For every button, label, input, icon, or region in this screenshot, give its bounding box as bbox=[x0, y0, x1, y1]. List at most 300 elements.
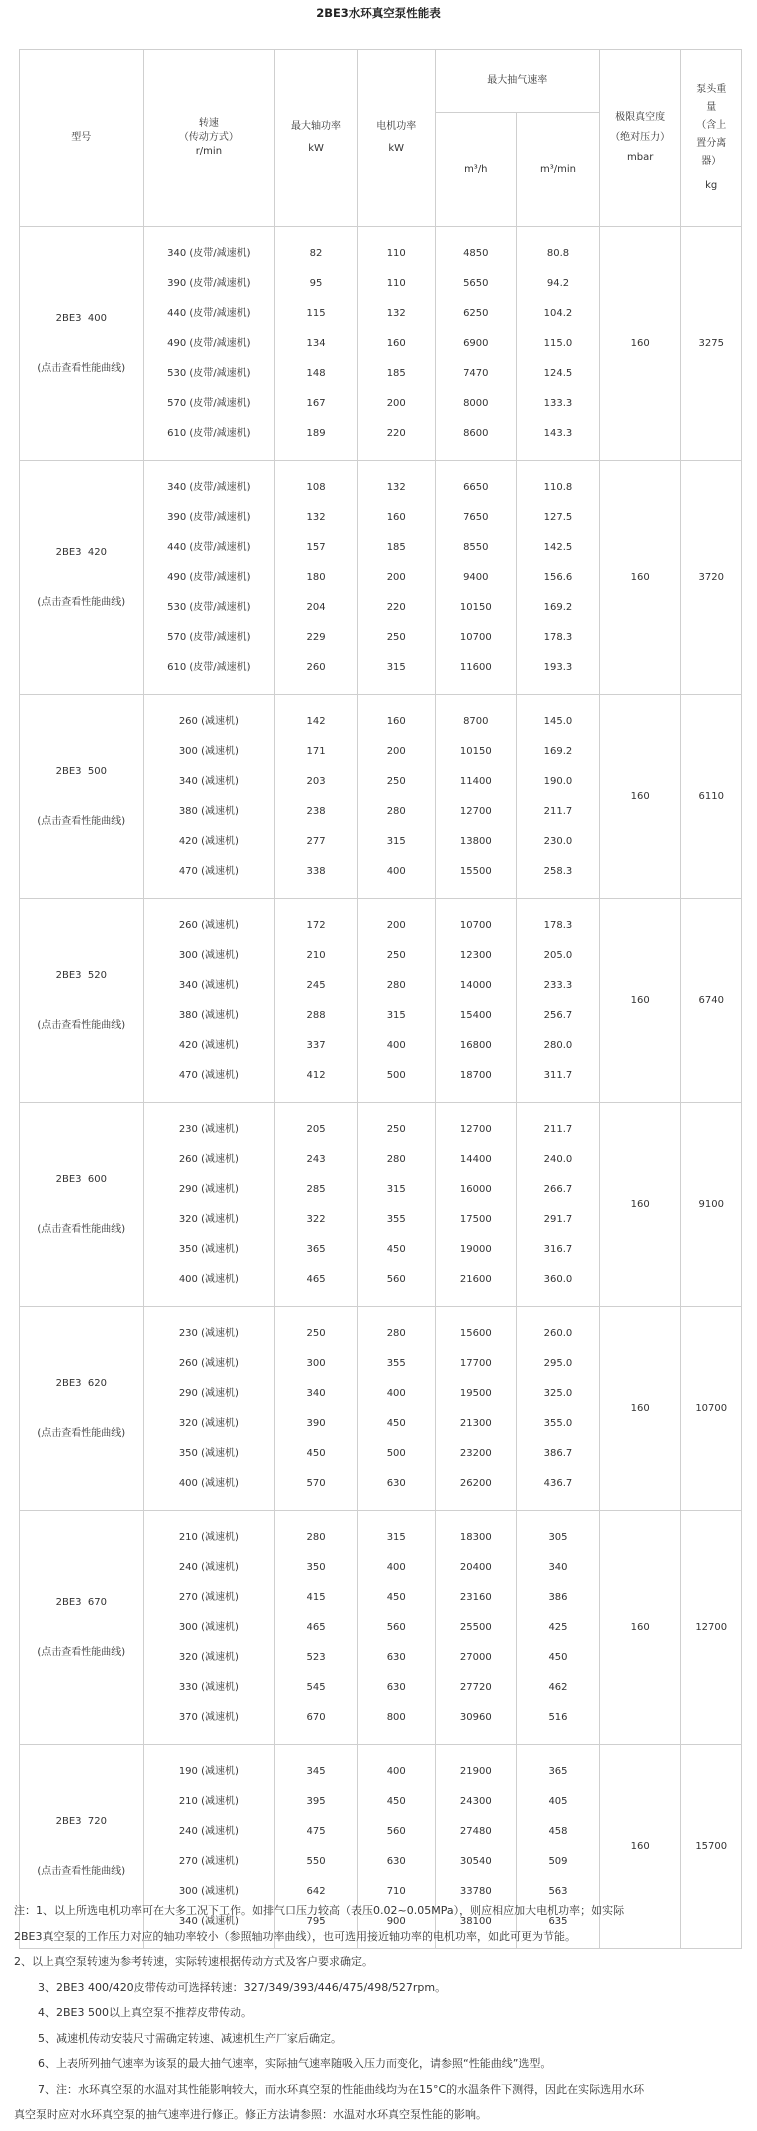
shaft-power-cell: 345 bbox=[306, 1765, 326, 1777]
speed-cell: 420 (减速机) bbox=[178, 1039, 239, 1051]
shaft-power-cell-group bbox=[275, 695, 358, 899]
rate-min-cell: 94.2 bbox=[546, 277, 570, 289]
weight-cell: 6740 bbox=[681, 899, 742, 1103]
note-line: 6、上表所列抽气速率为该泵的最大抽气速率，实际抽气速率随吸入压力而变化，请参照“性能曲线”选型。 bbox=[38, 2057, 552, 2070]
shaft-power-cell: 545 bbox=[306, 1681, 326, 1693]
shaft-power-cell: 157 bbox=[306, 541, 326, 553]
header-rate-unit-h: m³/h bbox=[435, 113, 517, 227]
rate-h-cell: 21900 bbox=[459, 1765, 492, 1777]
speed-cell: 470 (减速机) bbox=[178, 1069, 239, 1081]
speed-cell-group bbox=[143, 695, 275, 899]
model-name: 2BE3 420 bbox=[55, 546, 107, 558]
motor-power-cell: 500 bbox=[386, 1069, 406, 1081]
model-row bbox=[20, 461, 742, 695]
shaft-power-cell: 285 bbox=[306, 1183, 326, 1195]
motor-power-cell: 110 bbox=[386, 247, 406, 259]
header-model: 型号 bbox=[20, 50, 144, 227]
shaft-power-cell: 450 bbox=[306, 1447, 326, 1459]
shaft-power-cell: 670 bbox=[306, 1711, 326, 1723]
motor-power-cell: 315 bbox=[386, 1009, 406, 1021]
speed-cell: 380 (减速机) bbox=[178, 805, 239, 817]
rate-h-cell: 12700 bbox=[459, 1123, 492, 1135]
performance-curve-link[interactable]: (点击查看性能曲线) bbox=[37, 815, 126, 827]
speed-cell: 470 (减速机) bbox=[178, 865, 239, 877]
rate-h-cell: 30960 bbox=[459, 1711, 492, 1723]
rate-h-cell-group bbox=[435, 1103, 517, 1307]
rate-h-cell: 23160 bbox=[459, 1591, 492, 1603]
rate-min-cell: 143.3 bbox=[543, 427, 573, 439]
motor-power-cell: 400 bbox=[386, 1765, 406, 1777]
performance-curve-link[interactable]: (点击查看性能曲线) bbox=[37, 596, 126, 608]
note-line: 3、2BE3 400/420皮带传动可选择转速：327/349/393/446/475/498/527rpm。 bbox=[38, 1980, 447, 1994]
vacuum-cell: 160 bbox=[599, 1511, 681, 1745]
model-cell bbox=[20, 461, 144, 695]
motor-power-cell: 800 bbox=[386, 1711, 406, 1723]
header-shaft-power: 最大轴功率 kW bbox=[275, 50, 358, 227]
motor-power-cell: 630 bbox=[386, 1855, 406, 1867]
rate-h-cell: 11400 bbox=[459, 775, 492, 787]
speed-cell: 440 (皮带/减速机) bbox=[167, 541, 251, 553]
model-row bbox=[20, 1103, 742, 1307]
motor-power-cell: 280 bbox=[386, 979, 406, 991]
performance-curve-link[interactable]: (点击查看性能曲线) bbox=[37, 362, 126, 374]
rate-min-cell: 233.3 bbox=[543, 979, 573, 991]
rate-min-cell: 355.0 bbox=[543, 1417, 573, 1429]
weight-cell: 9100 bbox=[681, 1103, 742, 1307]
rate-min-cell: 305 bbox=[548, 1531, 568, 1543]
rate-min-cell: 240.0 bbox=[543, 1153, 573, 1165]
rate-min-cell: 104.2 bbox=[543, 307, 573, 319]
rate-h-cell: 8700 bbox=[463, 715, 489, 727]
motor-power-cell: 710 bbox=[386, 1885, 406, 1897]
rate-min-cell: 295.0 bbox=[543, 1357, 573, 1369]
motor-power-cell: 185 bbox=[386, 367, 406, 379]
motor-power-cell: 250 bbox=[386, 775, 406, 787]
speed-cell: 570 (皮带/减速机) bbox=[167, 397, 251, 409]
speed-cell: 300 (减速机) bbox=[178, 1621, 239, 1633]
speed-cell-group bbox=[143, 1103, 275, 1307]
rate-min-cell-group bbox=[517, 899, 600, 1103]
speed-cell: 420 (减速机) bbox=[178, 835, 239, 847]
motor-power-cell: 200 bbox=[386, 745, 406, 757]
header-weight: 泵头重 量 （含上 置分离 器） kg bbox=[681, 50, 742, 227]
motor-power-cell: 250 bbox=[386, 949, 406, 961]
rate-h-cell: 8600 bbox=[463, 427, 489, 439]
shaft-power-cell-group bbox=[275, 1307, 358, 1511]
rate-min-cell-group bbox=[517, 227, 600, 461]
rate-h-cell-group bbox=[435, 695, 517, 899]
rate-min-cell: 178.3 bbox=[543, 919, 573, 931]
model-row bbox=[20, 899, 742, 1103]
weight-cell: 12700 bbox=[681, 1511, 742, 1745]
header-motor-power: 电机功率 kW bbox=[357, 50, 435, 227]
model-cell bbox=[20, 1511, 144, 1745]
rate-h-cell: 6250 bbox=[463, 307, 489, 319]
rate-h-cell: 15400 bbox=[459, 1009, 492, 1021]
rate-min-cell: 365 bbox=[548, 1765, 568, 1777]
model-cell bbox=[20, 695, 144, 899]
rate-min-cell: 169.2 bbox=[543, 601, 573, 613]
note-line: 7、注：水环真空泵的水温对其性能影响较大，而水环真空泵的性能曲线均为在15°C的水温条件下测得，因此在实际选用水环 bbox=[38, 2082, 645, 2096]
motor-power-cell: 185 bbox=[386, 541, 406, 553]
speed-cell: 240 (减速机) bbox=[178, 1561, 239, 1573]
rate-h-cell: 12300 bbox=[459, 949, 492, 961]
model-cell bbox=[20, 1103, 144, 1307]
model-name: 2BE3 520 bbox=[55, 969, 107, 981]
rate-h-cell: 27720 bbox=[459, 1681, 492, 1693]
rate-min-cell-group bbox=[517, 461, 600, 695]
rate-min-cell: 260.0 bbox=[543, 1327, 573, 1339]
rate-min-cell: 386 bbox=[548, 1591, 568, 1603]
rate-h-cell: 16000 bbox=[459, 1183, 492, 1195]
rate-min-cell: 325.0 bbox=[543, 1387, 573, 1399]
rate-min-cell: 190.0 bbox=[543, 775, 573, 787]
rate-h-cell-group bbox=[435, 1307, 517, 1511]
shaft-power-cell: 95 bbox=[309, 277, 323, 289]
rate-min-cell: 311.7 bbox=[543, 1069, 573, 1081]
rate-h-cell: 17500 bbox=[459, 1213, 492, 1225]
rate-h-cell: 10150 bbox=[459, 601, 492, 613]
speed-cell: 490 (皮带/减速机) bbox=[167, 571, 251, 583]
shaft-power-cell: 82 bbox=[309, 247, 323, 259]
rate-min-cell: 635 bbox=[548, 1915, 568, 1927]
note-line: 5、减速机传动安装尺寸需确定转速、减速机生产厂家后确定。 bbox=[38, 2031, 342, 2045]
motor-power-cell: 450 bbox=[386, 1795, 406, 1807]
speed-cell: 490 (皮带/减速机) bbox=[167, 337, 251, 349]
motor-power-cell: 630 bbox=[386, 1477, 406, 1489]
rate-h-cell: 17700 bbox=[459, 1357, 492, 1369]
model-name: 2BE3 620 bbox=[55, 1377, 107, 1389]
rate-h-cell: 6900 bbox=[463, 337, 489, 349]
motor-power-cell-group bbox=[357, 1307, 435, 1511]
rate-h-cell: 12700 bbox=[459, 805, 492, 817]
rate-min-cell: 425 bbox=[548, 1621, 568, 1633]
rate-h-cell: 15600 bbox=[459, 1327, 492, 1339]
rate-h-cell-group bbox=[435, 899, 517, 1103]
speed-cell: 380 (减速机) bbox=[178, 1009, 239, 1021]
rate-min-cell-group bbox=[517, 1103, 600, 1307]
rate-min-cell: 280.0 bbox=[543, 1039, 573, 1051]
shaft-power-cell: 338 bbox=[306, 865, 326, 877]
model-cell bbox=[20, 227, 144, 461]
speed-cell: 260 (减速机) bbox=[178, 715, 239, 727]
rate-min-cell: 405 bbox=[548, 1795, 568, 1807]
motor-power-cell: 280 bbox=[386, 1153, 406, 1165]
note-line: 2BE3真空泵的工作压力对应的轴功率较小（参照轴功率曲线），也可选用接近轴功率的电机功率，如此可更为节能。 bbox=[14, 1929, 576, 1943]
speed-cell: 210 (减速机) bbox=[178, 1531, 239, 1543]
model-cell bbox=[20, 1307, 144, 1511]
rate-h-cell: 38100 bbox=[459, 1915, 492, 1927]
shaft-power-cell-group bbox=[275, 1511, 358, 1745]
vacuum-cell: 160 bbox=[599, 461, 681, 695]
rate-min-cell: 360.0 bbox=[543, 1273, 573, 1285]
rate-min-cell: 211.7 bbox=[543, 1123, 573, 1135]
rate-min-cell: 450 bbox=[548, 1651, 568, 1663]
shaft-power-cell: 210 bbox=[306, 949, 326, 961]
shaft-power-cell-group bbox=[275, 227, 358, 461]
rate-h-cell: 20400 bbox=[459, 1561, 492, 1573]
rate-h-cell: 24300 bbox=[459, 1795, 492, 1807]
motor-power-cell-group bbox=[357, 1103, 435, 1307]
shaft-power-cell: 204 bbox=[306, 601, 326, 613]
motor-power-cell: 220 bbox=[386, 427, 406, 439]
motor-power-cell: 250 bbox=[386, 1123, 406, 1135]
rate-h-cell: 18300 bbox=[459, 1531, 492, 1543]
rate-h-cell: 11600 bbox=[459, 661, 492, 673]
rate-h-cell: 26200 bbox=[459, 1477, 492, 1489]
shaft-power-cell: 340 bbox=[306, 1387, 326, 1399]
rate-min-cell: 291.7 bbox=[543, 1213, 573, 1225]
speed-cell: 320 (减速机) bbox=[178, 1417, 239, 1429]
rate-h-cell: 10700 bbox=[459, 919, 492, 931]
shaft-power-cell: 205 bbox=[306, 1123, 326, 1135]
rate-h-cell-group bbox=[435, 227, 517, 461]
vacuum-cell: 160 bbox=[599, 695, 681, 899]
shaft-power-cell: 795 bbox=[306, 1915, 326, 1927]
motor-power-cell: 630 bbox=[386, 1681, 406, 1693]
rate-min-cell: 169.2 bbox=[543, 745, 573, 757]
note-line: 真空泵时应对水环真空泵的抽气速率进行修正。修正方法请参照：水温对水环真空泵性能的影响。 bbox=[14, 2108, 487, 2121]
speed-cell: 320 (减速机) bbox=[178, 1213, 239, 1225]
rate-h-cell: 14000 bbox=[459, 979, 492, 991]
rate-h-cell: 6650 bbox=[463, 481, 489, 493]
performance-curve-link[interactable]: (点击查看性能曲线) bbox=[37, 1019, 126, 1031]
performance-curve-link[interactable]: (点击查看性能曲线) bbox=[37, 1223, 126, 1235]
performance-curve-link[interactable]: (点击查看性能曲线) bbox=[37, 1646, 126, 1658]
model-row bbox=[20, 1511, 742, 1745]
weight-cell: 6110 bbox=[681, 695, 742, 899]
speed-cell: 300 (减速机) bbox=[178, 949, 239, 961]
rate-h-cell: 19500 bbox=[459, 1387, 492, 1399]
speed-cell: 340 (皮带/减速机) bbox=[167, 247, 251, 259]
rate-min-cell: 386.7 bbox=[543, 1447, 573, 1459]
speed-cell-group bbox=[143, 899, 275, 1103]
vacuum-cell: 160 bbox=[599, 899, 681, 1103]
shaft-power-cell: 523 bbox=[306, 1651, 326, 1663]
rate-min-cell: 178.3 bbox=[543, 631, 573, 643]
rate-h-cell: 13800 bbox=[459, 835, 492, 847]
rate-h-cell: 21600 bbox=[459, 1273, 492, 1285]
motor-power-cell: 315 bbox=[386, 661, 406, 673]
rate-min-cell: 124.5 bbox=[543, 367, 573, 379]
rate-h-cell: 9400 bbox=[463, 571, 489, 583]
shaft-power-cell: 134 bbox=[306, 337, 326, 349]
speed-cell: 440 (皮带/减速机) bbox=[167, 307, 251, 319]
rate-min-cell: 516 bbox=[548, 1711, 568, 1723]
rate-min-cell: 230.0 bbox=[543, 835, 573, 847]
motor-power-cell: 355 bbox=[386, 1357, 406, 1369]
note-line: 注：1、以上所选电机功率可在大多工况下工作。如排气口压力较高（表压0.02~0.05MPa），则应相应加大电机功率；如实际 bbox=[14, 1904, 625, 1917]
speed-cell: 610 (皮带/减速机) bbox=[167, 661, 251, 673]
motor-power-cell: 110 bbox=[386, 277, 406, 289]
motor-power-cell: 160 bbox=[386, 715, 406, 727]
motor-power-cell-group bbox=[357, 227, 435, 461]
shaft-power-cell: 172 bbox=[306, 919, 326, 931]
shaft-power-cell: 322 bbox=[306, 1213, 326, 1225]
motor-power-cell: 132 bbox=[386, 481, 406, 493]
rate-h-cell: 8000 bbox=[463, 397, 489, 409]
shaft-power-cell: 390 bbox=[306, 1417, 326, 1429]
shaft-power-cell: 642 bbox=[306, 1885, 326, 1897]
motor-power-cell: 355 bbox=[386, 1213, 406, 1225]
rate-h-cell: 33780 bbox=[459, 1885, 492, 1897]
rate-min-cell: 563 bbox=[548, 1885, 568, 1897]
motor-power-cell: 500 bbox=[386, 1447, 406, 1459]
rate-min-cell: 436.7 bbox=[543, 1477, 573, 1489]
speed-cell-group bbox=[143, 461, 275, 695]
speed-cell: 530 (皮带/减速机) bbox=[167, 367, 251, 379]
speed-cell: 400 (减速机) bbox=[178, 1477, 239, 1489]
rate-h-cell: 21300 bbox=[459, 1417, 492, 1429]
rate-min-cell: 266.7 bbox=[543, 1183, 573, 1195]
speed-cell: 260 (减速机) bbox=[178, 1153, 239, 1165]
header-speed: 转速 （传动方式） r/min bbox=[143, 50, 275, 227]
motor-power-cell: 132 bbox=[386, 307, 406, 319]
model-name: 2BE3 670 bbox=[55, 1596, 107, 1608]
motor-power-cell: 315 bbox=[386, 1183, 406, 1195]
motor-power-cell-group bbox=[357, 461, 435, 695]
shaft-power-cell: 229 bbox=[306, 631, 326, 643]
motor-power-cell: 450 bbox=[386, 1417, 406, 1429]
rate-min-cell: 193.3 bbox=[543, 661, 573, 673]
shaft-power-cell: 570 bbox=[306, 1477, 326, 1489]
motor-power-cell: 160 bbox=[386, 337, 406, 349]
motor-power-cell: 560 bbox=[386, 1825, 406, 1837]
performance-curve-link[interactable]: (点击查看性能曲线) bbox=[37, 1865, 126, 1877]
rate-min-cell: 142.5 bbox=[543, 541, 573, 553]
speed-cell: 340 (减速机) bbox=[178, 979, 239, 991]
rate-min-cell-group bbox=[517, 695, 600, 899]
rate-h-cell: 15500 bbox=[459, 865, 492, 877]
speed-cell: 350 (减速机) bbox=[178, 1447, 239, 1459]
speed-cell: 270 (减速机) bbox=[178, 1591, 239, 1603]
motor-power-cell: 400 bbox=[386, 1039, 406, 1051]
rate-min-cell: 256.7 bbox=[543, 1009, 573, 1021]
note-line: 4、2BE3 500以上真空泵不推荐皮带传动。 bbox=[38, 2006, 252, 2019]
model-name: 2BE3 500 bbox=[55, 765, 107, 777]
rate-h-cell: 5650 bbox=[463, 277, 489, 289]
speed-cell: 350 (减速机) bbox=[178, 1243, 239, 1255]
rate-min-cell-group bbox=[517, 1307, 600, 1511]
speed-cell: 230 (减速机) bbox=[178, 1327, 239, 1339]
rate-min-cell: 110.8 bbox=[543, 481, 573, 493]
motor-power-cell: 400 bbox=[386, 1561, 406, 1573]
rate-h-cell: 4850 bbox=[463, 247, 489, 259]
speed-cell: 260 (减速机) bbox=[178, 919, 239, 931]
speed-cell: 260 (减速机) bbox=[178, 1357, 239, 1369]
vacuum-cell: 160 bbox=[599, 227, 681, 461]
shaft-power-cell: 277 bbox=[306, 835, 326, 847]
speed-cell: 340 (减速机) bbox=[178, 775, 239, 787]
rate-min-cell: 340 bbox=[548, 1561, 568, 1573]
motor-power-cell: 400 bbox=[386, 1387, 406, 1399]
model-row bbox=[20, 1307, 742, 1511]
model-name: 2BE3 720 bbox=[55, 1815, 107, 1827]
speed-cell-group bbox=[143, 227, 275, 461]
speed-cell: 400 (减速机) bbox=[178, 1273, 239, 1285]
rate-min-cell: 462 bbox=[548, 1681, 568, 1693]
speed-cell: 290 (减速机) bbox=[178, 1387, 239, 1399]
vacuum-cell: 160 bbox=[599, 1745, 681, 1949]
rate-h-cell: 7470 bbox=[463, 367, 489, 379]
model-name: 2BE3 400 bbox=[55, 312, 107, 324]
shaft-power-cell-group bbox=[275, 461, 358, 695]
speed-cell: 610 (皮带/减速机) bbox=[167, 427, 251, 439]
rate-min-cell: 509 bbox=[548, 1855, 568, 1867]
speed-cell: 300 (减速机) bbox=[178, 1885, 239, 1897]
rate-h-cell: 10150 bbox=[459, 745, 492, 757]
model-name: 2BE3 600 bbox=[55, 1173, 107, 1185]
performance-curve-link[interactable]: (点击查看性能曲线) bbox=[37, 1427, 126, 1439]
weight-cell: 10700 bbox=[681, 1307, 742, 1511]
speed-cell: 190 (减速机) bbox=[178, 1765, 239, 1777]
speed-cell: 290 (减速机) bbox=[178, 1183, 239, 1195]
header-ultimate-vacuum: 极限真空度 （绝对压力） mbar bbox=[599, 50, 681, 227]
rate-min-cell: 211.7 bbox=[543, 805, 573, 817]
rate-h-cell: 27480 bbox=[459, 1825, 492, 1837]
shaft-power-cell: 475 bbox=[306, 1825, 326, 1837]
shaft-power-cell: 288 bbox=[306, 1009, 326, 1021]
speed-cell: 320 (减速机) bbox=[178, 1651, 239, 1663]
rate-min-cell: 156.6 bbox=[543, 571, 573, 583]
motor-power-cell: 560 bbox=[386, 1621, 406, 1633]
motor-power-cell: 220 bbox=[386, 601, 406, 613]
rate-h-cell: 27000 bbox=[459, 1651, 492, 1663]
weight-cell: 3720 bbox=[681, 461, 742, 695]
shaft-power-cell: 245 bbox=[306, 979, 326, 991]
speed-cell: 330 (减速机) bbox=[178, 1681, 239, 1693]
rate-h-cell-group bbox=[435, 1511, 517, 1745]
speed-cell: 390 (皮带/减速机) bbox=[167, 511, 251, 523]
model-row bbox=[20, 695, 742, 899]
speed-cell: 230 (减速机) bbox=[178, 1123, 239, 1135]
rate-h-cell: 10700 bbox=[459, 631, 492, 643]
note-line: 2、以上真空泵转速为参考转速，实际转速根据传动方式及客户要求确定。 bbox=[14, 1955, 373, 1968]
speed-cell: 570 (皮带/减速机) bbox=[167, 631, 251, 643]
shaft-power-cell: 180 bbox=[306, 571, 326, 583]
motor-power-cell-group bbox=[357, 1511, 435, 1745]
rate-h-cell: 30540 bbox=[459, 1855, 492, 1867]
motor-power-cell: 200 bbox=[386, 571, 406, 583]
rate-h-cell: 7650 bbox=[463, 511, 489, 523]
motor-power-cell: 400 bbox=[386, 865, 406, 877]
shaft-power-cell: 280 bbox=[306, 1531, 326, 1543]
shaft-power-cell: 148 bbox=[306, 367, 326, 379]
shaft-power-cell-group bbox=[275, 1103, 358, 1307]
shaft-power-cell: 132 bbox=[306, 511, 326, 523]
speed-cell: 390 (皮带/减速机) bbox=[167, 277, 251, 289]
rate-min-cell: 115.0 bbox=[543, 337, 573, 349]
motor-power-cell: 450 bbox=[386, 1243, 406, 1255]
rate-min-cell: 458 bbox=[548, 1825, 568, 1837]
weight-cell: 15700 bbox=[681, 1745, 742, 1949]
shaft-power-cell: 337 bbox=[306, 1039, 326, 1051]
motor-power-cell: 315 bbox=[386, 1531, 406, 1543]
speed-cell-group bbox=[143, 1307, 275, 1511]
shaft-power-cell: 365 bbox=[306, 1243, 326, 1255]
notes bbox=[0, 1898, 757, 2128]
motor-power-cell: 200 bbox=[386, 919, 406, 931]
rate-min-cell: 258.3 bbox=[543, 865, 573, 877]
rate-min-cell: 127.5 bbox=[543, 511, 573, 523]
motor-power-cell: 315 bbox=[386, 835, 406, 847]
page-title: 2BE3水环真空泵性能表 bbox=[316, 6, 441, 20]
model-cell bbox=[20, 899, 144, 1103]
motor-power-cell-group bbox=[357, 899, 435, 1103]
header-rate-unit-min: m³/min bbox=[517, 113, 600, 227]
shaft-power-cell: 167 bbox=[306, 397, 326, 409]
rate-h-cell-group bbox=[435, 461, 517, 695]
